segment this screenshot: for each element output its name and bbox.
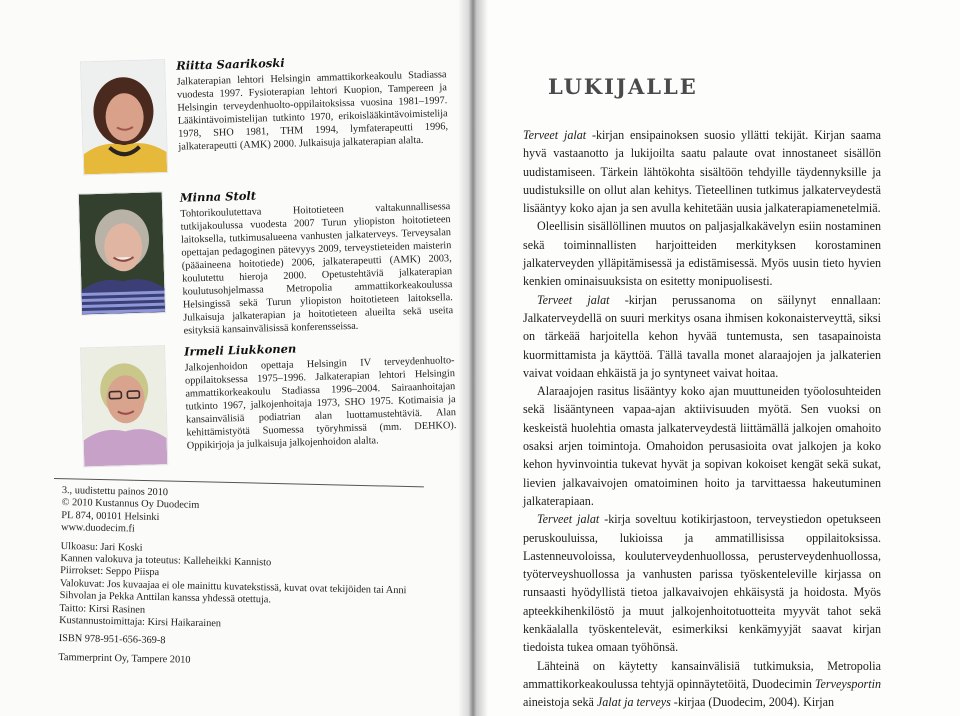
colophon xyxy=(58,485,442,672)
copyright: © 2010 Kustannus Oy Duodecim xyxy=(61,497,200,512)
author-minna-stolt xyxy=(84,183,464,337)
author-bio-text: Jalkojenhoidon opettaja Helsingin IV terveydenhuolto-oppilaitoksessa 1975–1996. Jalkaterapian lehtori Helsingin ammattikorkeakoulu Stadiassa 1996–2004. Sairaanhoitajan tutkinto 1967, jalkojenhoitaja 1973, SHO 1975. Kotimaisia ja kansainvälisiä podiatrian alan luottamustehtäviä. Alan kehittämistyötä Suomessa työryhmissä (mm. DEHKO). Oppikirjoja ja julkaisuja jalkojenhoidon alalta. xyxy=(184,355,457,452)
author-bio xyxy=(184,337,457,452)
portrait-icon xyxy=(79,192,165,314)
printer: Tammerprint Oy, Tampere 2010 xyxy=(58,651,191,666)
paragraph-3: Terveet jalat -kirjan perussanoma on säilynyt ennallaan: Jalkaterveydellä on suuri merkitys osana ihmisen kokonaisterveyttä, siksi on tärkeää harjoitella kehon hyvää tuntemusta, sen tasapainoista kuormittamista ja käyttöä. Tällä tavalla monet alaraajojen ja jalkaterien vaivat voidaan ehkäistä ja jo syntyneet vaivat hoitaa. xyxy=(523,292,881,380)
paragraph-6: Lähteinä on käytetty kansainvälisiä tutkimuksia, Metropolia ammattikorkeakoulussa tehtyjä opinnäytetöitä, Duodecimin Terveysportin aineistoja sekä Jalat ja terveys -kirjaa (Duodecim, 2004). Kirjan xyxy=(523,658,881,710)
author-riitta-saarikoski xyxy=(80,51,460,153)
author-photo xyxy=(78,191,166,315)
book-title-italic: Terveet jalat xyxy=(537,292,610,307)
paragraph-4: Alaraajojen rasitus lisääntyy koko ajan muuttuneiden työolosuhteiden sekä lisääntyneen vapaa-ajan aktiivisuuden myötä. Sen vuoksi on keskeistä huolehtia omasta jalkaterveydestä liittämällä jalkojen omahoito osaksi arjen toimintoja. Omahoidon perusasioita ovat jalkojen ja koko kehon hyvinvointia tukevat hyvät ja sopivan kokoiset kengät sekä sukat, lievien jalkavaivojen omatoiminen hoito ja tarvittaessa hakeutuminen jalkaterapiaan. xyxy=(523,384,881,508)
author-irmeli-liukkonen xyxy=(88,337,468,452)
author-photo xyxy=(80,345,168,467)
book-title-italic: Terveet jalat xyxy=(537,512,600,527)
author-bio-text: Jalkaterapian lehtori Helsingin ammattikorkeakoulu Stadiassa vuodesta 1997. Fysioterapian lehtori Kuopion, Tampereen ja Helsingin terveydenhuolto-oppilaitoksissa vuosina 1981–1997. Lääkintävoimistelijan tutkinto 1970, erikoislääkintävoimistelija 1978, SHO 1981, THM 1994, lymfaterapeutti 1996, jalkaterapeutti (AMK) 2000. Julkaisuja jalkaterapian alalta. xyxy=(176,69,449,153)
paragraph-2: Oleellisin sisällöllinen muutos on paljasjalkakävelyn esiin nostaminen sekä toiminnallisten harjoitteiden merkityksen korostaminen jalkaterveyden ylläpitämisessä ja edistämisessä. Myös uusin tieto hyvien kenkien ominaisuuksista on esitetty monipuolisesti. xyxy=(523,219,881,289)
drawings-credit: Piirrokset: Seppo Piispa xyxy=(60,565,160,579)
editor-credit: Kustannustoimittaja: Kirsi Haikarainen xyxy=(59,615,222,630)
book-gutter-shadow xyxy=(458,0,488,716)
publisher-website: www.duodecim.fi xyxy=(60,522,135,535)
author-bio xyxy=(176,51,449,154)
paragraph-1: Terveet jalat -kirjan ensipainoksen suosio yllätti tekijät. Kirjan saama hyvä vastaanotto ja lukijoilta saatu palaute ovat innostaneet sisällön uudistamiseen. Tärkein lähtökohta sisältöön tehdyille täydennyksille ja uudistuksille on ollut alan kehitys. Tieteellinen tutkimus jalkaterveydestä lisääntyy koko ajan ja sen avulla kehitetään uusia jalkaterapiamenetelmiä. xyxy=(523,128,882,216)
cover-credit: Kannen valokuva ja toteutus: Kalleheikki Kannisto xyxy=(60,553,272,569)
left-page xyxy=(0,0,472,716)
author-photo xyxy=(80,59,168,175)
paragraph-5: Terveet jalat -kirja soveltuu kotikirjastoon, terveystiedon opetukseen peruskouluissa, lukioissa ja ammatillisissa oppilaitoksissa. Lastenneuvoloissa, kouluterveydenhuollossa, perusterveydenhuollossa, työterveyshuollossa ja vanhusten parissa työskenteleville kirjassa on runsaasti hyödyllistä tietoa jalkavaivojen ehkäisystä ja hoidosta. Myös apteekkihenkilöstö ja muut jalkojenhoitotuotteita myyvät tahot sekä kenkäalalla työskentelevät, esimerkiksi kenkämyyjät saavat kirjan tiedoista tukea omaan työhönsä. xyxy=(523,512,881,655)
author-name: Minna Stolt xyxy=(179,188,257,205)
author-bio xyxy=(180,183,454,337)
photos-credit: Valokuvat: Jos kuvaajaa ei ole mainittu kuvatekstissä, kuvat ovat tekijöiden tai Anni Sihvolan ja Pekka Anttilan kanssa yhdessä otettuja. xyxy=(59,577,407,606)
book-title-italic: Terveet jalat xyxy=(523,128,587,142)
author-bio-text: Tohtorikoulutettava Hoitotieteen valtakunnallisessa tutkijakoulussa vuodesta 2007 Turun yliopiston hoitotieteen laitoksella, tutkimusalueena vanhusten jalkaterveys. Terveysalan opettajan pedagoginen pätevyys 2009, terveystieteiden maisterin (pääaineena hoitotiede) 2006, jalkaterapeutti (AMK) 2003, koulutettu hieroja 2000. Opetustehtäviä jalkaterapian koulutusohjelmassa Metropolia ammattikorkeakoulussa Helsingissä sekä Turun yliopiston hoitotieteen laitoksella. Julkaisuja jalkaterapian ja hoitotieteen alueilta sekä useita esityksiä kansainvälisissä konferensseissa. xyxy=(180,201,454,337)
publisher-address: PL 874, 00101 Helsinki xyxy=(61,509,160,523)
isbn: ISBN 978-951-656-369-8 xyxy=(58,633,166,647)
jalat-ja-terveys-italic: Jalat ja terveys xyxy=(596,695,671,710)
author-name: Irmeli Liukkonen xyxy=(183,341,297,359)
portrait-icon xyxy=(81,346,167,466)
layout-credit: Ulkoasu: Jari Koski xyxy=(60,540,143,554)
foreword-body xyxy=(523,126,881,712)
edition: 3., uudistettu painos 2010 xyxy=(61,485,169,499)
author-name: Riitta Saarikoski xyxy=(176,55,285,73)
chapter-title: LUKIJALLE xyxy=(548,74,698,99)
terveysportti-italic: Terveysportin xyxy=(814,676,881,691)
typesetting-credit: Taitto: Kirsi Rasinen xyxy=(59,602,146,616)
portrait-icon xyxy=(81,60,167,174)
